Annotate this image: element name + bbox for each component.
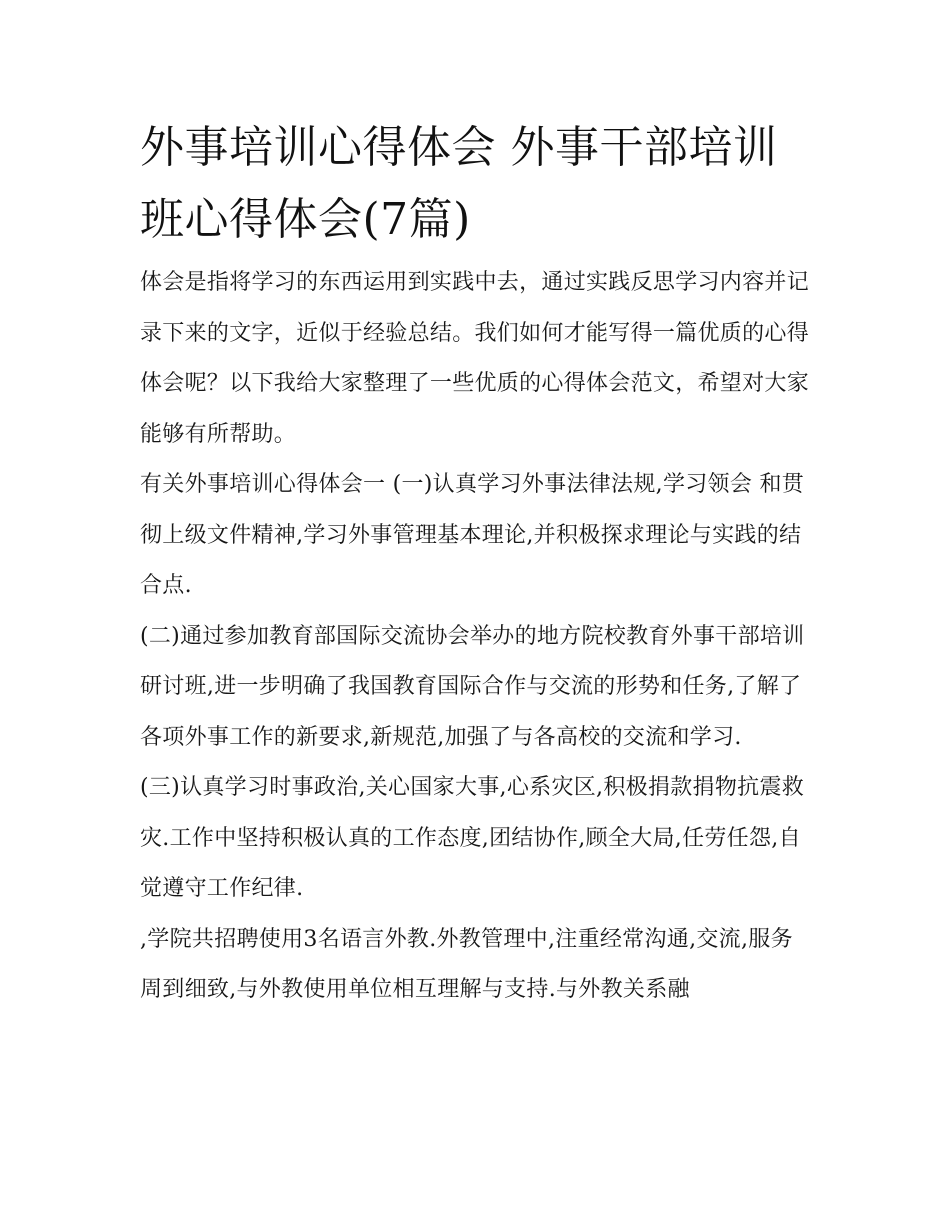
paragraph-intro: 体会是指将学习的东西运用到实践中去，通过实践反思学习内容并记录下来的文字，近似于经验总结。我们如何才能写得一篇优质的心得体会呢？以下我给大家整理了一些优质的心得体会范文，希望对大家能够有所帮助。 [140, 270, 810, 447]
paragraph-section-1: 有关外事培训心得体会一 (一)认真学习外事法律法规,学习领会 和贯彻上级文件精神,学习外事管理基本理论,并积极探求理论与实践的结合点. [140, 472, 805, 598]
paragraph-section-3: (三)认真学习时事政治,关心国家大事,心系灾区,积极捐款捐物抗震救灾.工作中坚持积极认真的工作态度,团结协作,顾全大局,任劳任怨,自觉遵守工作纪律. [140, 775, 805, 901]
document-title: 外事培训心得体会 外事干部培训班心得体会(7篇) [140, 122, 778, 245]
paragraph-section-4: ,学院共招聘使用3名语言外教.外教管理中,注重经常沟通,交流,服务周到细致,与外教使用单位相互理解与支持.与外教关系融 [140, 926, 793, 1002]
paragraph-section-2: (二)通过参加教育部国际交流协会举办的地方院校教育外事干部培训研讨班,进一步明确了我国教育国际合作与交流的形势和任务,了解了各项外事工作的新要求,新规范,加强了与各高校的交流和学习. [140, 623, 805, 750]
document-body [140, 112, 812, 1016]
